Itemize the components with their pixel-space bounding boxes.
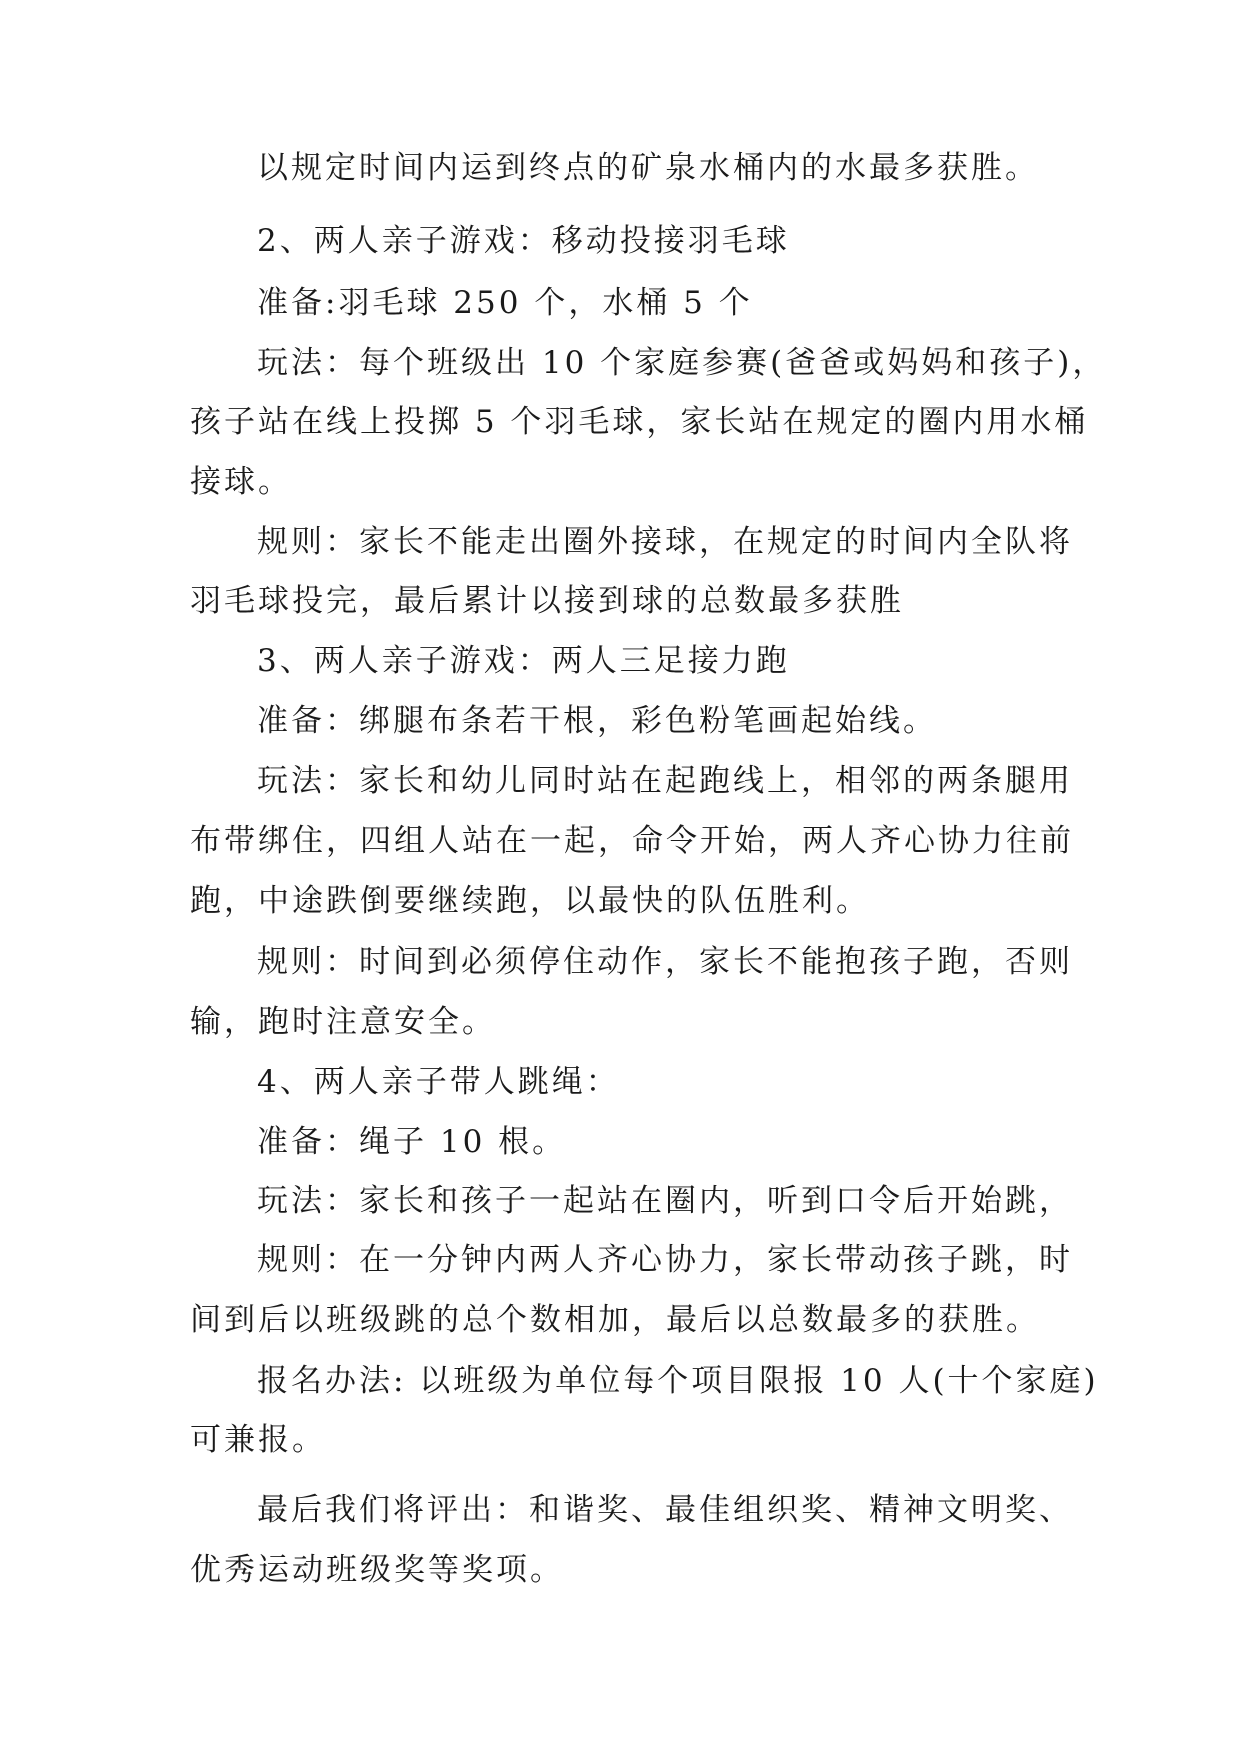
text-line-1: 以规定时间内运到终点的矿泉水桶内的水最多获胜。 bbox=[257, 150, 1039, 186]
text-line-18: 玩法：家长和孩子一起站在圈内，听到口令后开始跳， bbox=[257, 1183, 1073, 1219]
text-line-8: 羽毛球投完，最后累计以接到球的总数最多获胜 bbox=[190, 583, 904, 619]
text-line-5: 孩子站在线上投掷 5 个羽毛球，家长站在规定的圈内用水桶 bbox=[190, 404, 1089, 440]
text-line-10: 准备：绑腿布条若干根，彩色粉笔画起始线。 bbox=[257, 703, 937, 739]
text-line-21: 报名办法: 以班级为单位每个项目限报 10 人(十个家庭) bbox=[257, 1363, 1099, 1399]
text-line-11: 玩法：家长和幼儿同时站在起跑线上，相邻的两条腿用 bbox=[257, 763, 1073, 799]
text-line-7: 规则：家长不能走出圈外接球，在规定的时间内全队将 bbox=[257, 524, 1073, 560]
text-line-2: 2、两人亲子游戏：移动投接羽毛球 bbox=[257, 223, 790, 259]
text-line-3: 准备:羽毛球 250 个，水桶 5 个 bbox=[257, 285, 753, 321]
text-line-22: 可兼报。 bbox=[190, 1422, 326, 1458]
text-line-17: 准备：绳子 10 根。 bbox=[257, 1124, 567, 1160]
text-line-23: 最后我们将评出：和谐奖、最佳组织奖、精神文明奖、 bbox=[257, 1492, 1073, 1528]
text-line-20: 间到后以班级跳的总个数相加，最后以总数最多的获胜。 bbox=[190, 1302, 1040, 1338]
text-line-24: 优秀运动班级奖等奖项。 bbox=[190, 1552, 564, 1588]
text-line-19: 规则：在一分钟内两人齐心协力，家长带动孩子跳，时 bbox=[257, 1242, 1073, 1278]
text-line-16: 4、两人亲子带人跳绳： bbox=[257, 1064, 620, 1100]
text-line-4: 玩法：每个班级出 10 个家庭参赛(爸爸或妈妈和孩子)， bbox=[257, 345, 1107, 381]
text-line-6: 接球。 bbox=[190, 464, 292, 500]
text-line-12: 布带绑住，四组人站在一起，命令开始，两人齐心协力往前 bbox=[190, 823, 1074, 859]
text-line-14: 规则：时间到必须停住动作，家长不能抱孩子跑，否则 bbox=[257, 944, 1073, 980]
text-line-9: 3、两人亲子游戏：两人三足接力跑 bbox=[257, 643, 790, 679]
text-line-15: 输，跑时注意安全。 bbox=[190, 1004, 496, 1040]
text-line-13: 跑，中途跌倒要继续跑，以最快的队伍胜利。 bbox=[190, 883, 870, 919]
